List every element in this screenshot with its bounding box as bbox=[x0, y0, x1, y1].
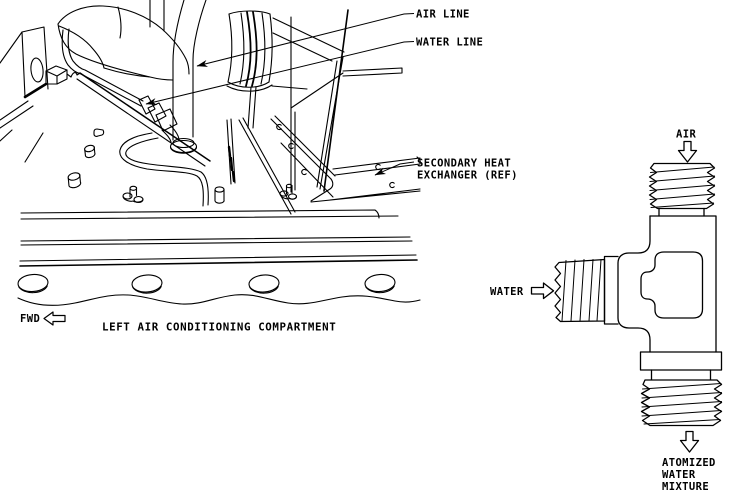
bolt-3 bbox=[215, 187, 224, 203]
sill-rails bbox=[20, 210, 417, 266]
water-line-callout: WATER LINE bbox=[416, 36, 484, 49]
water-label: WATER bbox=[490, 286, 524, 298]
left-flange bbox=[605, 257, 619, 325]
compartment-caption: LEFT AIR CONDITIONING COMPARTMENT bbox=[102, 320, 337, 334]
air-flow-arrow-icon bbox=[679, 142, 697, 163]
bolt-1 bbox=[84, 144, 95, 157]
water-flow-arrow-icon bbox=[532, 283, 554, 299]
secondary-heat-exchanger-callout-line1: SECONDARY HEAT bbox=[417, 157, 512, 170]
atomized-water-mixture-label-line3: MIXTURE bbox=[662, 481, 710, 492]
compartment-illustration bbox=[0, 0, 420, 305]
tee-fitting-illustration bbox=[532, 142, 722, 453]
wing-fitting-right bbox=[280, 184, 297, 199]
top-thread-port bbox=[650, 164, 715, 217]
bottom-collar bbox=[641, 352, 722, 380]
fwd-label: FWD bbox=[20, 313, 41, 325]
fwd-arrow-icon bbox=[44, 312, 65, 325]
water-line-tube bbox=[62, 29, 179, 142]
sill-bumps bbox=[17, 273, 395, 293]
atomized-water-mixture-label-line1: ATOMIZED bbox=[662, 457, 716, 469]
water-line-leader bbox=[146, 42, 414, 105]
hex-socket-detail bbox=[641, 252, 703, 318]
torn-edge-wavy-line bbox=[18, 295, 420, 306]
rivets bbox=[277, 124, 394, 187]
heat-exchanger-structure bbox=[271, 10, 420, 202]
atomized-water-mixture-label-line2: WATER bbox=[662, 469, 696, 481]
left-thread-port bbox=[555, 260, 605, 322]
air-line-callout: AIR LINE bbox=[416, 8, 470, 21]
mixture-flow-arrow-icon bbox=[681, 432, 699, 453]
fitting-body bbox=[618, 216, 716, 352]
bolt-2 bbox=[67, 172, 80, 188]
secondary-heat-exchanger-leader bbox=[375, 162, 414, 175]
wing-fitting-left bbox=[123, 186, 143, 202]
secondary-heat-exchanger-callout-line2: EXCHANGER (REF) bbox=[417, 169, 518, 182]
callout-leaders bbox=[146, 14, 414, 176]
duct-assembly bbox=[58, 0, 189, 80]
air-line-tube bbox=[171, 0, 207, 153]
lightening-hole bbox=[30, 57, 44, 82]
air-label: AIR bbox=[676, 128, 697, 141]
bottom-thread-port bbox=[642, 380, 722, 426]
